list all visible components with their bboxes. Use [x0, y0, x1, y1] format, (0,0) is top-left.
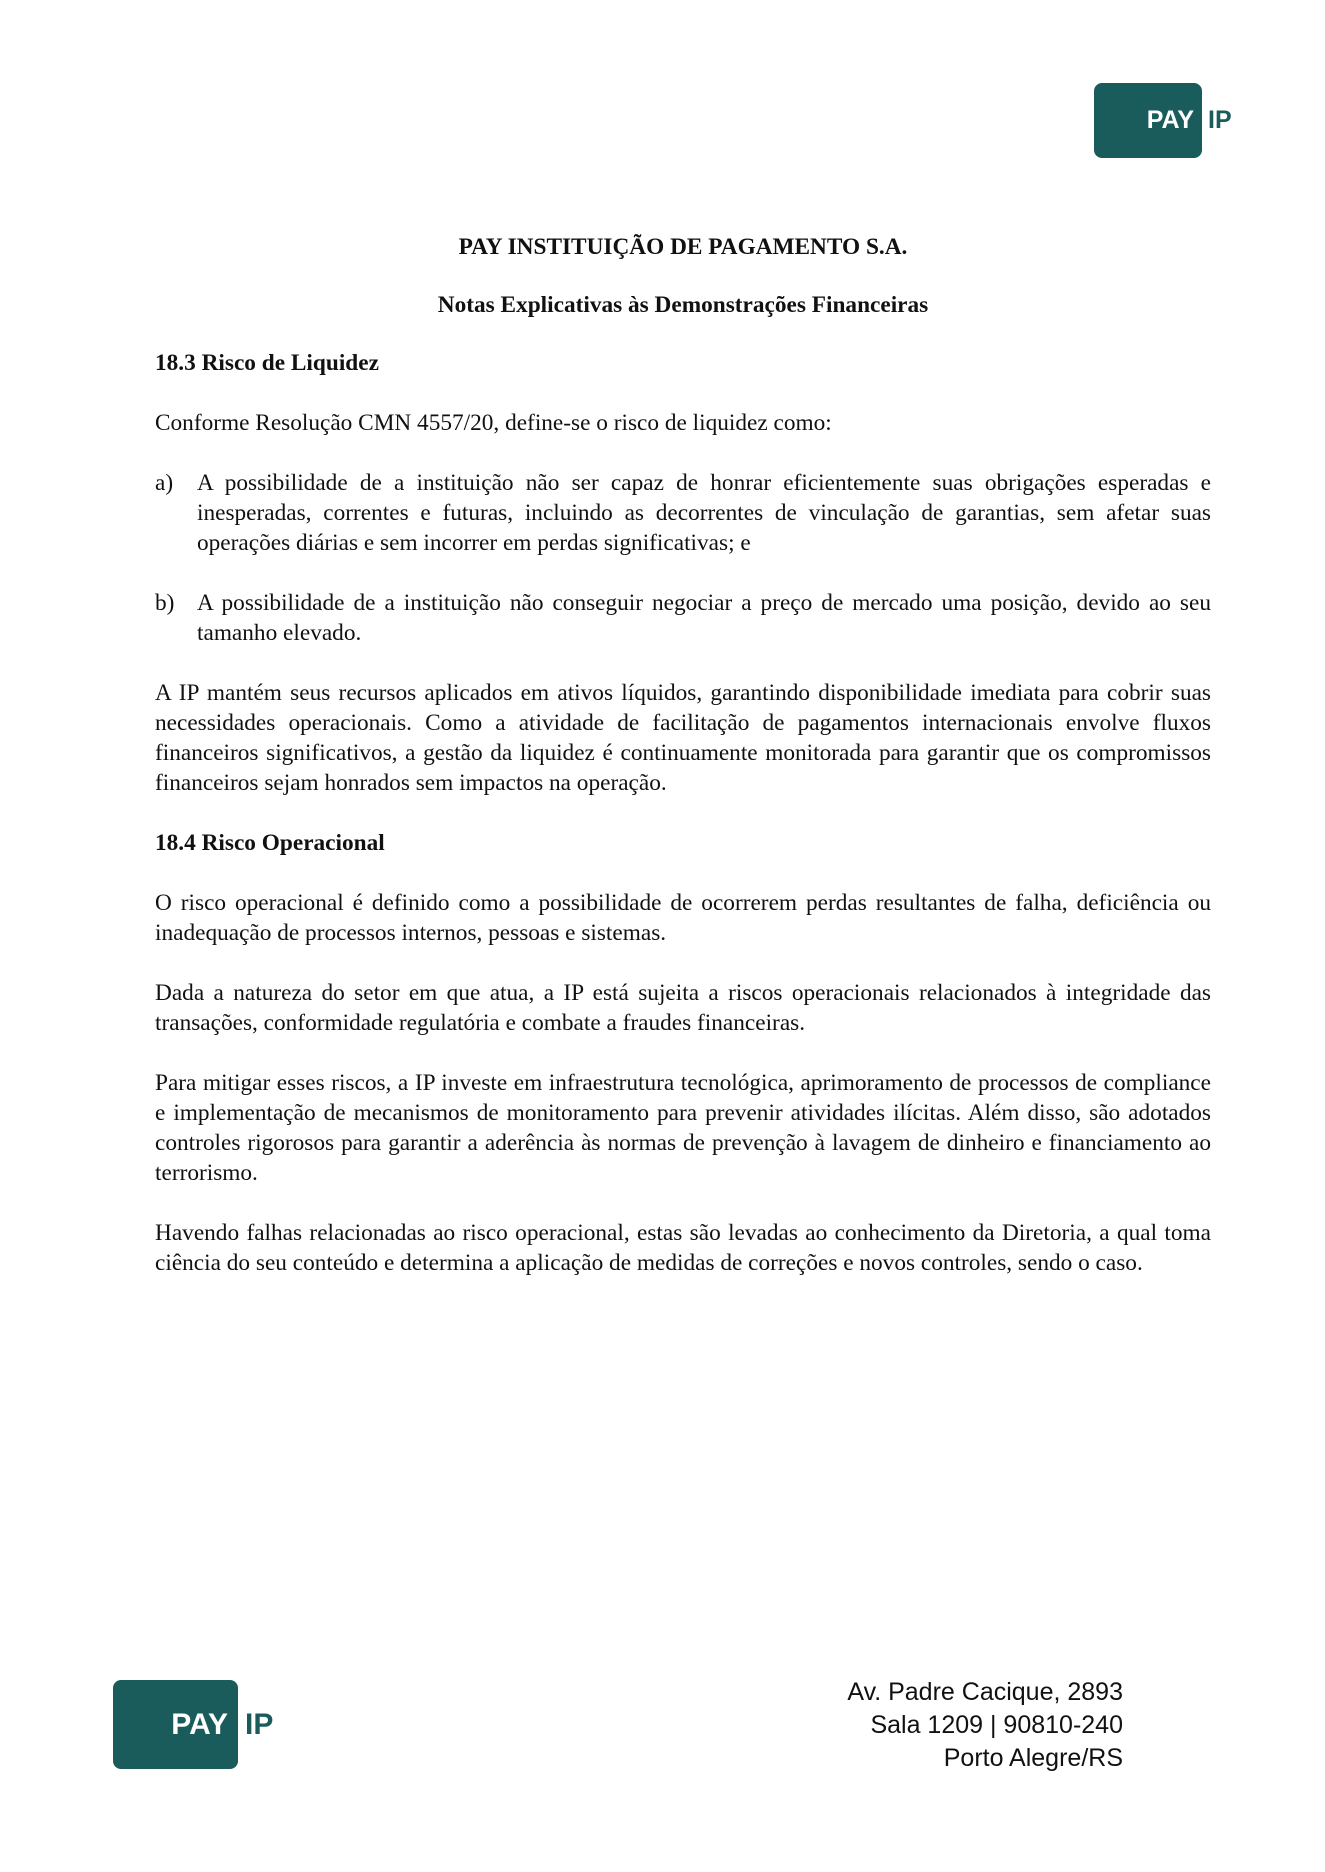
logo-ip-text: IP	[245, 1707, 274, 1741]
company-title: PAY INSTITUIÇÃO DE PAGAMENTO S.A.	[458, 234, 908, 260]
liquidity-paragraph: A IP mantém seus recursos aplicados em ativos líquidos, garantindo disponibilidade imediata para cobrir suas necessidades operacionais. Como a atividade de facilitação de pagamentos internacionais envolve fluxos financeiros significativos, a gestão da liquidez é continuamente monitorada para garantir que os compromissos financeiros sejam honrados sem impactos na operação.	[155, 680, 1211, 796]
footer-address	[847, 1676, 1123, 1775]
document-body	[155, 232, 1211, 1308]
address-line: Sala 1209 | 90810-240	[870, 1711, 1123, 1739]
section-heading-liquidity: 18.3 Risco de Liquidez	[155, 350, 379, 376]
operational-paragraph: Para mitigar esses riscos, a IP investe em infraestrutura tecnológica, aprimoramento de processos de compliance e implementação de mecanismos de monitoramento para prevenir atividades ilícitas. Além disso, são adotados controles rigorosos para garantir a aderência às normas de prevenção à lavagem de dinheiro e financiamento ao terrorismo.	[155, 1070, 1211, 1186]
operational-paragraph: Havendo falhas relacionadas ao risco operacional, estas são levadas ao conhecimento da Diretoria, a qual toma ciência do seu conteúdo e determina a aplicação de medidas de correções e novos controles, sendo o caso.	[155, 1220, 1211, 1276]
logo-box	[113, 1680, 238, 1769]
list-item	[155, 468, 1211, 558]
list-marker: b)	[155, 590, 175, 616]
document-subtitle: Notas Explicativas às Demonstrações Financeiras	[437, 292, 929, 318]
address-line: Av. Padre Cacique, 2893	[847, 1678, 1123, 1706]
operational-paragraph: O risco operacional é definido como a possibilidade de ocorrerem perdas resultantes de falha, deficiência ou inadequação de processos internos, pessoas e sistemas.	[155, 890, 1211, 946]
section-heading-operational: 18.4 Risco Operacional	[155, 830, 385, 856]
list-item-text: A possibilidade de a instituição não conseguir negociar a preço de mercado uma posição, devido ao seu tamanho elevado.	[197, 590, 1211, 646]
header-logo	[1094, 83, 1232, 158]
liquidity-intro: Conforme Resolução CMN 4557/20, define-se o risco de liquidez como:	[155, 410, 832, 436]
logo-box	[1094, 83, 1202, 158]
logo-pay-text: PAY	[171, 1707, 228, 1741]
logo-pay-text: PAY	[1146, 106, 1194, 134]
logo-ip-text: IP	[1208, 106, 1232, 134]
list-item	[155, 588, 1211, 648]
list-item-text: A possibilidade de a instituição não ser capaz de honrar eficientemente suas obrigações esperadas e inesperadas, correntes e futuras, incluindo as decorrentes de vinculação de garantias, sem afetar suas operações diárias e sem incorrer em perdas significativas; e	[197, 470, 1211, 556]
address-line: Porto Alegre/RS	[943, 1744, 1123, 1772]
footer-logo	[113, 1680, 273, 1769]
list-marker: a)	[155, 470, 174, 496]
operational-paragraph: Dada a natureza do setor em que atua, a IP está sujeita a riscos operacionais relacionados à integridade das transações, conformidade regulatória e combate a fraudes financeiras.	[155, 980, 1211, 1036]
